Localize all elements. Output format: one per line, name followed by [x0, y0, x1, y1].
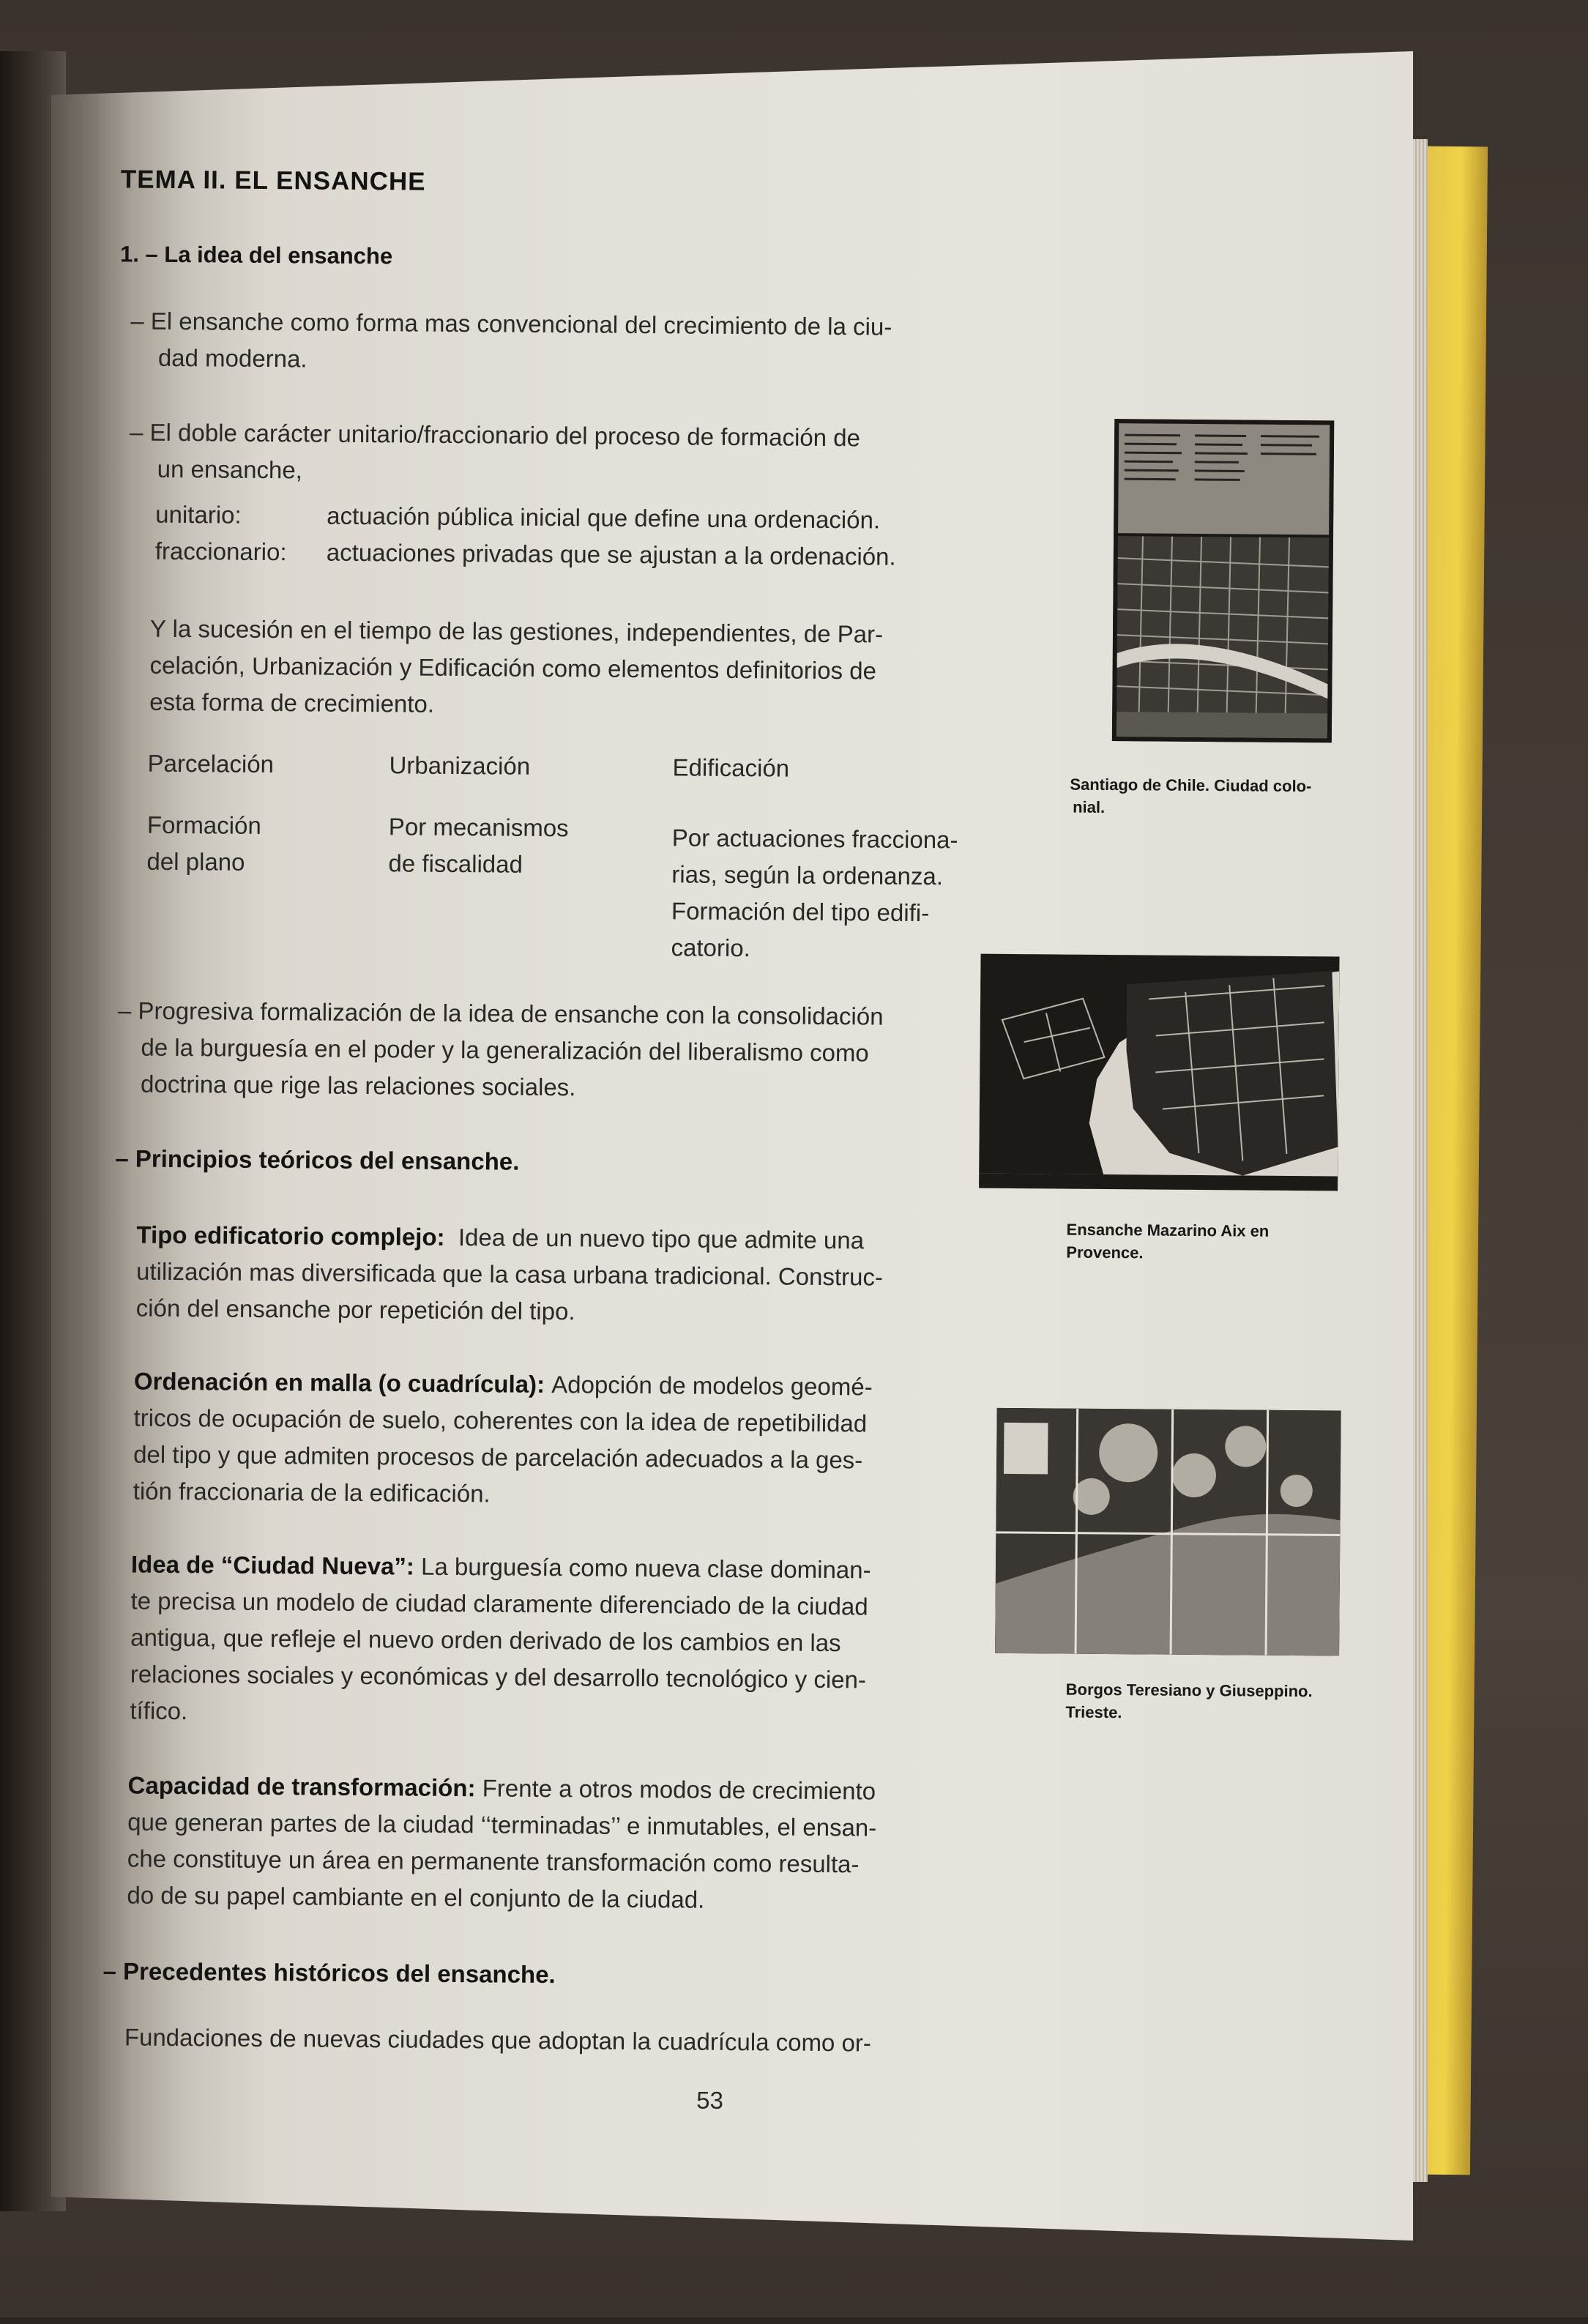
caption-line: Trieste.: [1065, 1701, 1312, 1726]
table-cell-parcelacion: [146, 807, 261, 881]
text-line: – El doble carácter unitario/fraccionario del proceso de formación de: [130, 414, 860, 457]
text-line: esta forma de crecimiento.: [149, 684, 882, 726]
section-heading: 1. – La idea del ensanche: [120, 241, 392, 269]
term-label: Idea de “Ciudad Nueva”:: [131, 1551, 414, 1580]
page-number: 53: [696, 2087, 723, 2115]
map-image-trieste: [995, 1408, 1341, 1656]
text-line: que generan partes de la ciudad ‘‘terminadas’’ e inmutables, el ensan-: [127, 1804, 876, 1847]
caption-line: nial.: [1070, 796, 1311, 821]
text-line: dad moderna.: [130, 340, 892, 382]
text-line: – Progresiva formalización de la idea de ensanche con la consolidación: [118, 992, 884, 1035]
table-cell-urbanizacion: [388, 808, 569, 883]
term-label: Ordenación en malla (o cuadrícula):: [134, 1368, 545, 1398]
map-image-aix: [979, 954, 1339, 1191]
bullet-doble-caracter: [130, 414, 861, 494]
text-line: de fiscalidad: [388, 845, 568, 883]
caption-line: Ensanche Mazarino Aix en: [1066, 1218, 1269, 1243]
table-header-parcelacion: Parcelación: [147, 750, 274, 778]
text-line: do de su papel cambiante en el conjunto de la ciudad.: [127, 1877, 876, 1920]
text-line: Y la sucesión en el tiempo de las gestiones, independientes, de Par-: [150, 611, 883, 653]
text-line: de la burguesía en el poder y la generalización del liberalismo como: [117, 1029, 883, 1071]
map-santiago-svg: [1112, 419, 1334, 742]
term-label: Capacidad de transformación:: [127, 1772, 475, 1802]
text-line: Idea de un nuevo tipo que admite una: [458, 1224, 864, 1254]
text-line: La burguesía como nueva clase dominan-: [421, 1553, 871, 1584]
definition-label-fraccionario: fraccionario:: [155, 537, 287, 566]
text-line: utilización mas diversificada que la casa urbana tradicional. Construc-: [136, 1254, 883, 1296]
text-line: Adopción de modelos geomé-: [551, 1371, 873, 1400]
bullet-formalizacion: [117, 992, 884, 1108]
last-line: Fundaciones de nuevas ciudades que adoptan la cuadrícula como or-: [124, 2024, 871, 2057]
caption-trieste: [1065, 1678, 1312, 1726]
text-line: un ensanche,: [130, 451, 860, 494]
ordenacion-paragraph: [133, 1363, 873, 1516]
table-cell-edificacion: [671, 819, 958, 968]
caption-line: Provence.: [1066, 1241, 1269, 1265]
text-line: tífico.: [130, 1693, 870, 1735]
text-line: del plano: [146, 843, 261, 881]
text-line: celación, Urbanización y Edificación como elementos definitorios de: [149, 647, 882, 690]
text-line: del tipo y que admiten procesos de parcelación adecuados a la ges-: [133, 1437, 872, 1479]
definition-label-unitario: unitario:: [155, 501, 242, 529]
tipo-edificatorio-paragraph: [136, 1217, 884, 1333]
text-line: Por mecanismos: [389, 808, 569, 846]
map-image-santiago: [1112, 419, 1334, 742]
caption-aix: [1066, 1218, 1269, 1265]
table-header-urbanizacion: Urbanización: [389, 751, 530, 781]
principios-heading: – Principios teóricos del ensanche.: [115, 1144, 519, 1175]
text-line: Formación del tipo edifi-: [671, 893, 958, 931]
text-line: te precisa un modelo de ciudad claramente diferenciado de la ciudad: [130, 1583, 871, 1625]
sucesion-paragraph: [149, 611, 883, 726]
caption-line: Santiago de Chile. Ciudad colo-: [1070, 773, 1311, 798]
text-line: relaciones sociales y económicas y del desarrollo tecnológico y cien-: [130, 1656, 871, 1699]
text-line: doctrina que rige las relaciones sociales.: [117, 1065, 883, 1108]
text-line: Formación: [147, 807, 261, 844]
text-line: Frente a otros modos de crecimiento: [482, 1774, 876, 1804]
text-line: tión fraccionaria de la edificación.: [133, 1473, 872, 1516]
caption-santiago: [1070, 773, 1312, 821]
ciudad-nueva-paragraph: [130, 1546, 871, 1735]
table-header-edificacion: Edificación: [672, 753, 789, 782]
text-line: catorio.: [671, 929, 957, 968]
definition-text-fraccionario: actuaciones privadas que se ajustan a la ordenación.: [327, 539, 896, 571]
term-label: Tipo edificatorio complejo:: [136, 1221, 444, 1251]
text-line: – El ensanche como forma mas convencional del crecimiento de la ciu-: [130, 303, 892, 346]
bullet-convencional: [130, 303, 892, 382]
text-line: Por actuaciones fracciona-: [672, 819, 958, 858]
chapter-title: TEMA II. EL ENSANCHE: [121, 165, 426, 196]
map-trieste-svg: [995, 1408, 1341, 1656]
definition-text-unitario: actuación pública inicial que define una ordenación.: [327, 502, 880, 535]
text-line: ción del ensanche por repetición del tipo.: [136, 1290, 883, 1333]
text-line: antigua, que refleje el nuevo orden derivado de los cambios en las: [130, 1620, 871, 1662]
text-line: che constituye un área en permanente transformación como resulta-: [127, 1841, 876, 1883]
text-line: tricos de ocupación de suelo, coherentes con la idea de repetibilidad: [133, 1400, 872, 1442]
capacidad-paragraph: [127, 1768, 877, 1920]
precedentes-heading: – Precedentes históricos del ensanche.: [102, 1957, 555, 1989]
map-aix-svg: [979, 954, 1339, 1191]
caption-line: Borgos Teresiano y Giuseppino.: [1066, 1678, 1313, 1703]
text-line: rias, según la ordenanza.: [671, 856, 958, 895]
